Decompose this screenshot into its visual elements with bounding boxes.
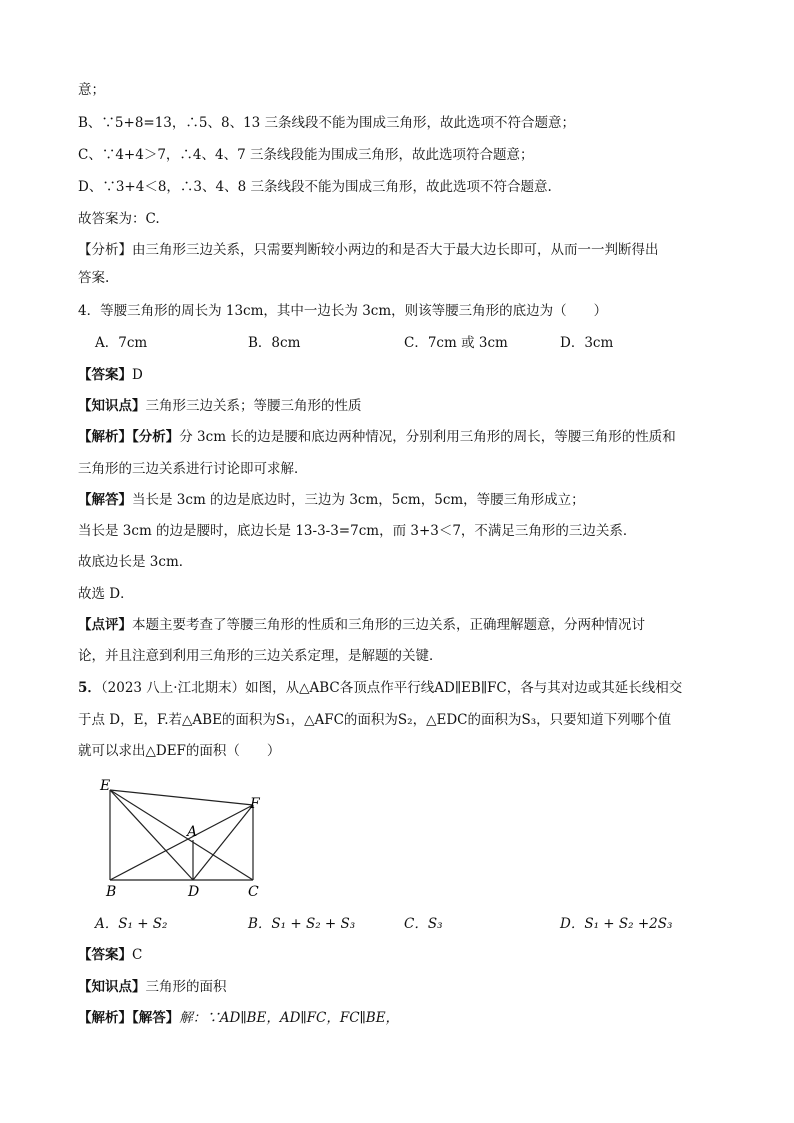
label-e: E (100, 778, 111, 794)
answer-label: 【答案】 (78, 947, 132, 963)
analysis-line: 答案. (78, 270, 110, 286)
label-b: B (106, 884, 117, 900)
q4-review-cont: 论，并且注意到利用三角形的三边关系定理，是解题的关键． (78, 648, 443, 664)
q5-number: 5． (78, 680, 101, 696)
label-d: D (188, 884, 200, 900)
review-label: 【点评】 (78, 617, 132, 633)
analysis-label: 【解析】【解答】 (78, 1010, 180, 1026)
option-b-explanation: B、∵5+8=13，∴5、8、13 三条线段不能为围成三角形，故此选项不符合题意； (78, 115, 576, 131)
answer-line: 故答案为：C. (78, 211, 160, 227)
kp-label: 【知识点】 (78, 979, 146, 995)
q5-knowledge-point (78, 977, 227, 997)
q5-stem-text: 如图，从△ABC各顶点作平行线AD∥EB∥FC，各与其对边或其延长线相交 (245, 680, 683, 696)
segment-ef (110, 790, 253, 805)
q4-solution-line: 当长是 3cm 的边是腰时，底边长是 13-3-3=7cm，而 3+3＜7，不满足三角形的三边关系． (78, 523, 637, 539)
q5-analysis (78, 1008, 399, 1028)
q4-option-b: B．8cm (248, 335, 301, 351)
q5-option-a: A．S₁ + S₂ (95, 916, 168, 932)
q5-option-b: B．S₁ + S₂ + S₃ (248, 916, 356, 932)
label-c: C (248, 884, 259, 900)
label-a: A (187, 824, 198, 840)
segment-bf (110, 805, 253, 880)
q4-knowledge-point (78, 396, 362, 416)
q4-solution-line: 故底边长是 3cm． (78, 554, 193, 570)
analysis-text: 解：∵AD∥BE，AD∥FC，FC∥BE， (179, 1010, 400, 1026)
q4-review (78, 615, 645, 635)
analysis-text: 分 3cm 长的边是腰和底边两种情况，分别利用三角形的周长，等腰三角形的性质和 (179, 429, 676, 445)
answer-value: D (132, 367, 143, 383)
segment-fd (193, 805, 253, 880)
analysis-label: 【解析】【分析】 (78, 429, 180, 445)
option-d-explanation: D、∵3+4＜8，∴3、4、8 三条线段不能为围成三角形，故此选项不符合题意. (78, 179, 552, 195)
q4-option-d: D．3cm (560, 335, 614, 351)
kp-label: 【知识点】 (78, 398, 146, 414)
q4-option-a: A．7cm (95, 335, 148, 351)
kp-value: 三角形的面积 (145, 979, 227, 995)
q5-stem-line: 就可以求出△DEF的面积（ ） (78, 743, 281, 759)
q5-option-d: D．S₁ + S₂ +2S₃ (560, 916, 673, 932)
q4-stem: 4．等腰三角形的周长为 13cm，其中一边长为 3cm，则该等腰三角形的底边为（ ） (78, 303, 608, 319)
q5-stem-line: 于点 D，E，F.若△ABE的面积为S₁，△AFC的面积为S₂，△EDC的面积为S₃，只要知道下列哪个值 (78, 712, 672, 728)
option-c-explanation: C、∵4+4＞7，∴4、4、7 三条线段能为围成三角形，故此选项符合题意； (78, 147, 534, 163)
analysis-line: 【分析】由三角形三边关系，只需要判断较小两边的和是否大于最大边长即可，从而一一判断得出 (78, 242, 659, 258)
solution-label: 【解答】 (78, 492, 132, 508)
answer-value: C (132, 947, 143, 963)
q4-solution-line: 故选 D． (78, 586, 134, 602)
solution-text: 当长是 3cm 的边是底边时，三边为 3cm，5cm，5cm，等腰三角形成立； (132, 492, 585, 508)
figure-lines (110, 790, 253, 880)
kp-value: 三角形三边关系；等腰三角形的性质 (145, 398, 362, 414)
text-line: 意； (78, 82, 105, 98)
q4-analysis (78, 427, 676, 447)
review-text: 本题主要考查了等腰三角形的性质和三角形的三边关系，正确理解题意，分两种情况讨 (132, 617, 645, 633)
q5-option-c: C．S₃ (404, 916, 443, 932)
answer-label: 【答案】 (78, 367, 132, 383)
q5-answer (78, 945, 142, 965)
q4-solution (78, 490, 585, 510)
q4-option-c: C．7cm 或 3cm (404, 335, 508, 351)
segment-ec (110, 790, 253, 880)
q5-source: （2023 八上·江北期末） (100, 680, 246, 696)
q4-analysis-cont: 三角形的三边关系进行讨论即可求解． (78, 461, 308, 477)
q5-stem (78, 678, 682, 698)
label-f: F (250, 796, 260, 812)
q4-answer (78, 365, 143, 385)
triangle-figure (90, 770, 280, 900)
